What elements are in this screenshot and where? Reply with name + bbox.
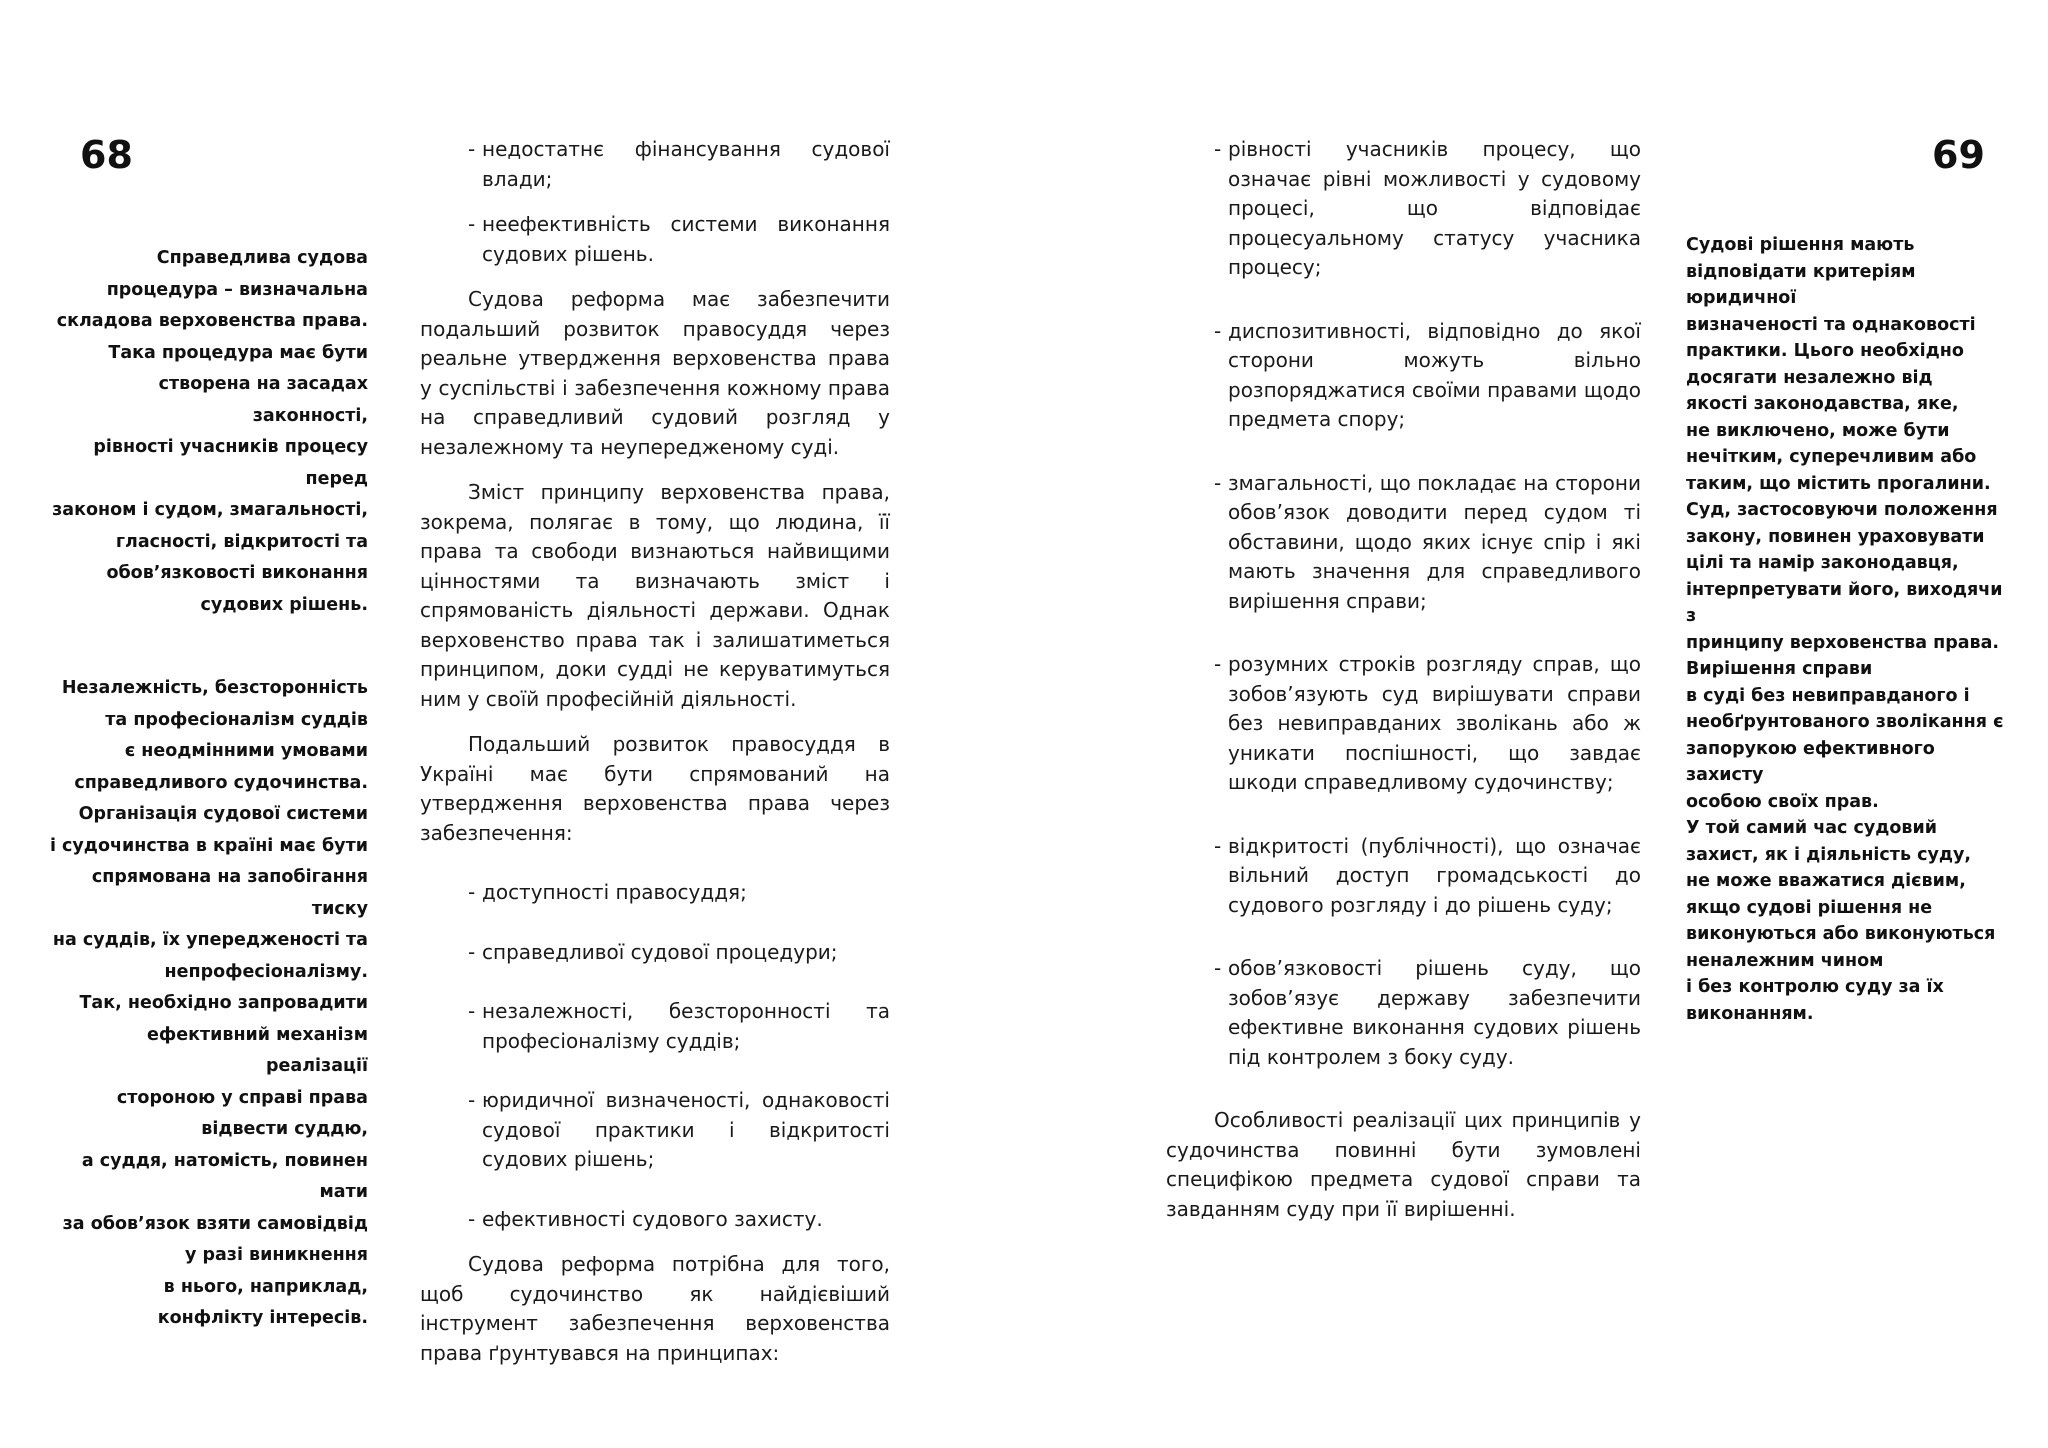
sidebar-line: досягати незалежно від [1686,367,1933,388]
list-item-text: доступності правосуддя; [482,880,747,904]
bullet-dash: - [468,880,476,904]
sidebar-line: Незалежність, безсторонність [61,678,368,698]
sidebar-line: цілі та намір законодавця, [1686,553,1959,573]
sidebar-line: неналежним чином [1686,950,1884,971]
sidebar-line: не виключено, може бути [1686,420,1950,441]
list-item [1214,650,1641,798]
list-item [468,210,890,269]
sidebar-line: складова верховенства права. [56,311,368,331]
sidebar-note-legal-certainty [1686,232,2016,656]
sidebar-line: стороною у справі права [116,1087,368,1108]
list-item [468,997,890,1056]
sidebar-line: У той самий час судовий [1686,818,1938,838]
paragraph: Судова реформа потрібна для того, щоб судочинство як найдієвіший інструмент забезпечення верховенства права ґрунтувався на принципах: [420,1252,890,1365]
main-column-right [1166,135,1641,1224]
sidebar-line: відвести суддю, [201,1119,368,1139]
sidebar-line: Справедлива судова [156,248,368,268]
list-item-text: рівності учасників процесу, що означає рівні можливості у судовому процесі, що відповідає процесуальному статусу учасника процесу; [1228,137,1641,279]
sidebar-line: та професіоналізм суддів [105,709,368,730]
list-item-text: незалежності, безсторонності та професіоналізму суддів; [482,999,890,1053]
paragraph: Особливості реалізації цих принципів у судочинства повинні бути зумовлені специфікою предмета судової справи та завданням суду при її вирішенні. [1166,1108,1641,1221]
paragraph: Зміст принципу верховенства права, зокрема, полягає в тому, що людина, її права та свободи визнаються найвищими цінностями та визначають зміст і спрямованість діяльності держави. Однак верховенство права так і залишатиметься принципом, доки судді не керуватимуться ним у своїй професійній діяльності. [420,480,890,711]
sidebar-line: Така процедура має бути [108,342,368,363]
page-number-right: 69 [1932,133,1985,177]
list-item-text: диспозитивності, відповідно до якої сторони можуть вільно розпоряджатися своїми правами щодо предмета спору; [1228,318,1641,431]
sidebar-line: за обов’язок взяти самовідвід [62,1213,368,1234]
sidebar-line: необґрунтованого зволікання є [1686,712,2004,732]
sidebar-line: в суді без невиправданого і [1686,685,1970,706]
list-item-text: змагальності, що покладає на сторони обов’язок доводити перед судом ті обставини, щодо яких існує спір і які мають значення для справедливого вирішення справи; [1228,470,1641,613]
list-item-text: розумних строків розгляду справ, що зобов’язують суд вирішувати справи без невиправданих зволікань або ж уникати поспішності, що завдає шкоди справедливому судочинству; [1228,652,1641,794]
bullet-dash: - [1214,956,1222,980]
sidebar-line: Судові рішення мають [1686,235,1915,255]
sidebar-line: ефективний механізм реалізації [147,1024,368,1076]
sidebar-line: конфлікту інтересів. [157,1308,368,1328]
bullet-dash: - [468,939,476,964]
list-item-text: недостатнє фінансування судової влади; [482,137,890,191]
sidebar-line: якщо судові рішення не [1686,897,1933,918]
sidebar-line: Вирішення справи [1686,659,1873,679]
list-item [1214,832,1641,921]
sidebar-line: таким, що містить прогалини. [1686,473,1991,494]
list-item [1214,469,1641,617]
sidebar-note-judicial-independence [40,673,368,1335]
sidebar-line: створена на засадах законності, [158,374,368,426]
sidebar-line: Так, необхідно запровадити [79,993,368,1013]
sidebar-line: визначеності та однаковості [1686,314,1976,335]
bullet-dash: - [1214,652,1222,676]
list-item [468,135,890,194]
sidebar-line: у разі виникнення [184,1245,368,1265]
sidebar-line: не може вважатися дієвим, [1686,871,1966,891]
sidebar-line: запорукою ефективного захисту [1686,738,1935,785]
list-item [468,938,890,968]
list-item-text: неефективність системи виконання судових рішень. [482,212,890,266]
list-item-text: юридичної визначеності, однаковості судової практики і відкритості судових рішень; [482,1088,890,1171]
sidebar-line: рівності учасників процесу перед [93,437,368,489]
list-item-text: відкритості (публічності), що означає вільний доступ громадськості до судового розгляду і до рішень суду; [1228,833,1641,917]
sidebar-line: обов’язковості виконання [106,563,368,583]
sidebar-line: справедливого судочинства. [74,772,368,793]
page-number-left: 68 [80,133,133,177]
list-item [1214,135,1641,283]
sidebar-line: виконуються або виконуються [1686,924,1996,944]
sidebar-line: а суддя, натомість, повинен мати [81,1150,368,1202]
list-item-text: справедливої судової процедури; [482,939,838,964]
list-item-text: обов’язковості рішень суду, що зобов’язує державу забезпечити ефективне виконання судових рішень під контролем з боку суду. [1228,956,1641,1069]
sidebar-line: гласності, відкритості та [115,531,368,552]
sidebar-line: особою своїх прав. [1686,791,1879,812]
bullet-dash: - [1214,833,1222,858]
main-column-left [420,135,890,1368]
bullet-dash: - [1214,318,1222,343]
bullet-dash: - [1214,470,1222,495]
sidebar-line: практики. Цього необхідно [1686,341,1964,361]
sidebar-line: і без контролю суду за їх [1686,977,1944,997]
list-item [468,1086,890,1175]
sidebar-line: процедура – визначальна [106,279,368,300]
list-item [468,1205,890,1235]
bullet-dash: - [468,999,476,1023]
sidebar-line: закону, повинен ураховувати [1686,526,1985,547]
sidebar-line: принципу верховенства права. [1686,632,2000,653]
sidebar-line: захист, як і діяльність суду, [1686,844,1972,865]
list-item [1214,317,1641,435]
sidebar-line: виконанням. [1686,1003,1814,1024]
sidebar-line: спрямована на запобігання тиску [91,867,368,919]
sidebar-line: судових рішень. [200,594,368,615]
sidebar-line: в нього, наприклад, [163,1276,368,1297]
sidebar-note-timely-resolution [1686,656,2016,1027]
sidebar-note-fair-procedure [40,243,368,621]
sidebar-line: інтерпретувати його, виходячи з [1686,579,2003,626]
bullet-dash: - [1214,137,1222,161]
list-item [468,878,890,908]
sidebar-line: законом і судом, змагальності, [52,500,368,520]
sidebar-line: і судочинства в країні має бути [49,835,368,856]
sidebar-line: Суд, застосовуючи положення [1686,500,1998,520]
bullet-dash: - [468,212,476,236]
sidebar-line: непрофесіоналізму. [164,961,368,982]
sidebar-line: якості законодавства, яке, [1686,394,1959,414]
bullet-dash: - [468,1206,476,1231]
sidebar-line: на суддів, їх упередженості та [52,930,368,950]
sidebar-line: нечітким, суперечливим або [1686,447,1977,467]
bullet-dash: - [468,1088,476,1112]
paragraph: Подальший розвиток правосуддя в Україні має бути спрямований на утвердження верховенства права через забезпечення: [420,732,890,845]
sidebar-line: Організація судової системи [78,804,368,824]
paragraph: Судова реформа має забезпечити подальший розвиток правосуддя через реальне утвердження верховенства права у суспільстві і забезпечення кожному права на справедливий судовий розгляд у незалежному та неупередженому суді. [420,287,890,459]
sidebar-line: відповідати критеріям юридичної [1686,261,1916,308]
list-item-text: ефективності судового захисту. [482,1206,823,1231]
sidebar-line: є неодмінними умовами [124,741,368,761]
list-item [1214,954,1641,1072]
bullet-dash: - [468,137,476,161]
